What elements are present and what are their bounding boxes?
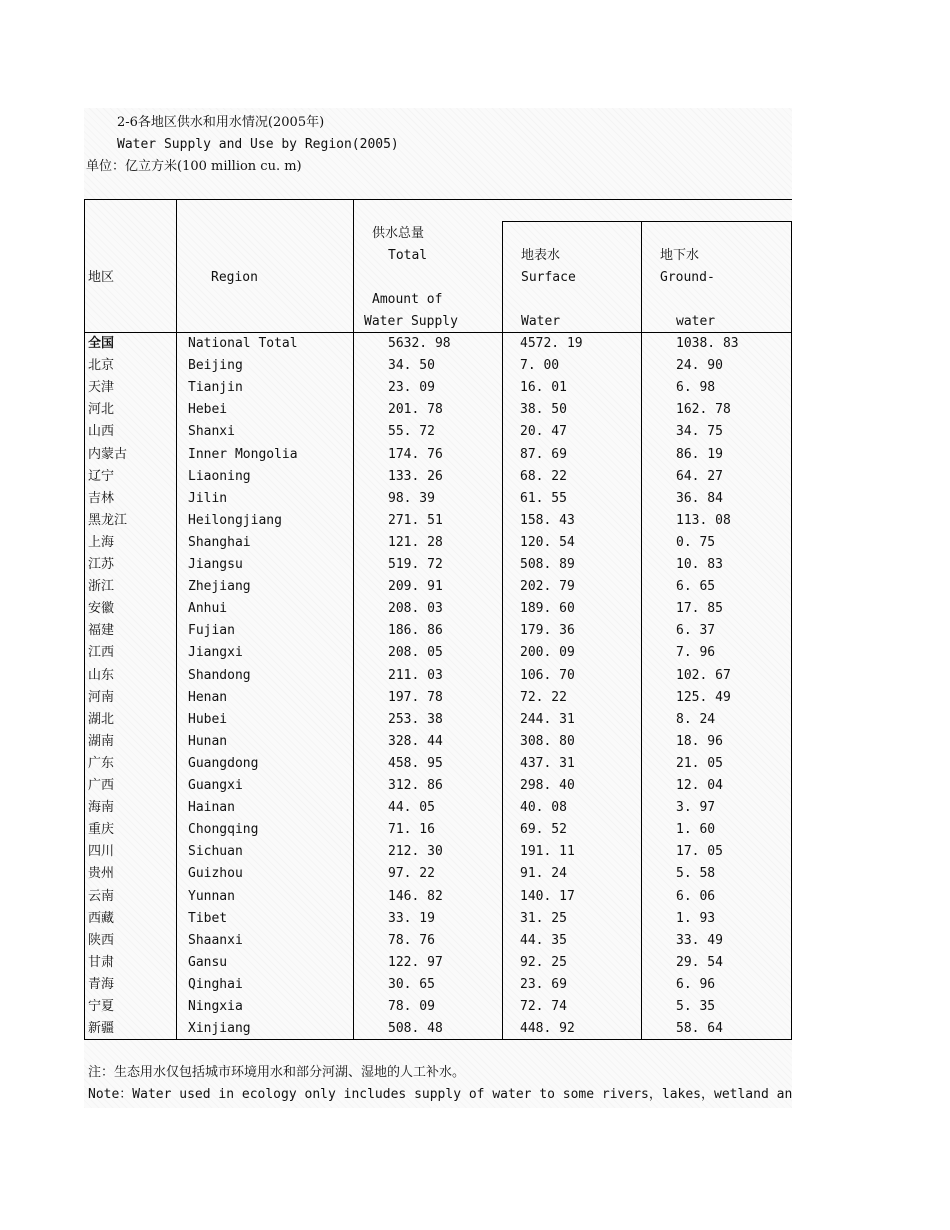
region-cn-cell: 安徽 (88, 601, 115, 617)
region-cn-cell: 甘肃 (88, 954, 115, 970)
ground-cell: 1. 60 (676, 822, 716, 838)
surface-cell: 68. 22 (520, 468, 567, 484)
surface-cell: 61. 55 (520, 490, 567, 506)
region-cn-cell: 广东 (88, 755, 115, 771)
region-en-cell: Liaoning (188, 468, 251, 484)
table-row (84, 421, 792, 443)
table-row (84, 974, 792, 996)
footnote-cn: 注：生态用水仅包括城市环境用水和部分河湖、湿地的人工补水。 (88, 1065, 466, 1080)
surface-cell: 4572. 19 (520, 336, 583, 351)
total-cell: 121. 28 (388, 534, 443, 550)
ground-cell: 17. 05 (676, 844, 723, 860)
region-cn-cell: 湖南 (88, 733, 115, 749)
header-ground-en1: Ground- (660, 270, 715, 285)
surface-cell: 69. 52 (520, 822, 567, 838)
header-region-cn: 地区 (88, 270, 115, 285)
total-cell: 209. 91 (388, 579, 443, 595)
ground-cell: 12. 04 (676, 778, 723, 793)
region-en-cell: Shandong (188, 667, 251, 683)
surface-cell: 23. 69 (520, 976, 567, 992)
region-cn-cell: 上海 (88, 534, 115, 550)
surface-cell: 202. 79 (520, 579, 575, 595)
surface-cell: 120. 54 (520, 534, 575, 550)
total-cell: 23. 09 (388, 380, 435, 396)
total-cell: 98. 39 (388, 490, 435, 506)
surface-cell: 298. 40 (520, 778, 575, 793)
total-cell: 253. 38 (388, 711, 443, 727)
ground-cell: 29. 54 (676, 954, 723, 970)
surface-cell: 179. 36 (520, 623, 575, 639)
region-cn-cell: 新疆 (88, 1021, 115, 1037)
region-cn-cell: 江苏 (88, 557, 115, 572)
region-cn-cell: 全国 (88, 336, 115, 351)
region-en-cell: Tibet (188, 910, 228, 926)
table-row (84, 841, 792, 863)
region-cn-cell: 福建 (88, 623, 115, 639)
region-en-cell: Shanxi (188, 424, 235, 440)
table-row (84, 444, 792, 466)
header-ground-cn: 地下水 (660, 248, 700, 263)
region-en-cell: Inner Mongolia (188, 446, 298, 462)
surface-cell: 31. 25 (520, 910, 567, 926)
region-en-cell: Chongqing (188, 822, 259, 838)
region-en-cell: Sichuan (188, 844, 243, 860)
surface-cell: 244. 31 (520, 711, 575, 727)
table-row (84, 819, 792, 841)
total-cell: 271. 51 (388, 512, 443, 528)
surface-cell: 92. 25 (520, 954, 567, 970)
region-en-cell: Qinghai (188, 976, 243, 992)
total-cell: 78. 09 (388, 999, 435, 1014)
total-cell: 208. 05 (388, 645, 443, 661)
table-row (84, 775, 792, 797)
region-en-cell: Tianjin (188, 380, 243, 396)
table-row (84, 377, 792, 399)
ground-cell: 86. 19 (676, 446, 723, 462)
total-cell: 5632. 98 (388, 336, 451, 351)
total-cell: 97. 22 (388, 866, 435, 882)
table-row (84, 576, 792, 598)
surface-cell: 508. 89 (520, 557, 575, 572)
surface-cell: 448. 92 (520, 1021, 575, 1037)
region-en-cell: Shanghai (188, 534, 251, 550)
region-en-cell: Yunnan (188, 888, 235, 904)
region-cn-cell: 天津 (88, 380, 115, 396)
table-row (84, 886, 792, 908)
unit-label: 单位：亿立方米(100 million cu. m) (86, 159, 302, 174)
ground-cell: 58. 64 (676, 1021, 723, 1037)
table-row (84, 355, 792, 377)
table-row (84, 753, 792, 775)
header-surface-en2: Water (521, 314, 561, 329)
ground-cell: 36. 84 (676, 490, 723, 506)
ground-cell: 0. 75 (676, 534, 716, 550)
region-cn-cell: 云南 (88, 888, 115, 904)
total-cell: 122. 97 (388, 954, 443, 970)
header-surface-cn: 地表水 (521, 248, 561, 263)
surface-cell: 140. 17 (520, 888, 575, 904)
table-title-en: Water Supply and Use by Region(2005) (117, 137, 399, 152)
table-row (84, 952, 792, 974)
ground-cell: 1. 93 (676, 910, 716, 926)
surface-cell: 38. 50 (520, 402, 567, 418)
region-cn-cell: 河南 (88, 689, 115, 705)
total-cell: 211. 03 (388, 667, 443, 683)
region-cn-cell: 重庆 (88, 822, 115, 838)
region-en-cell: Guizhou (188, 866, 243, 882)
header-surface-en1: Surface (521, 270, 576, 285)
total-cell: 71. 16 (388, 822, 435, 838)
region-cn-cell: 黑龙江 (88, 512, 128, 528)
subheader-border (502, 221, 792, 222)
ground-cell: 6. 96 (676, 976, 716, 992)
region-en-cell: Guangxi (188, 778, 243, 793)
total-cell: 55. 72 (388, 424, 435, 440)
surface-cell: 72. 74 (520, 999, 567, 1014)
total-cell: 212. 30 (388, 844, 443, 860)
region-en-cell: Shaanxi (188, 932, 243, 948)
table-row (84, 488, 792, 510)
ground-cell: 21. 05 (676, 755, 723, 771)
ground-cell: 113. 08 (676, 512, 731, 528)
region-cn-cell: 河北 (88, 402, 115, 418)
region-en-cell: Jiangsu (188, 557, 243, 572)
region-cn-cell: 广西 (88, 778, 115, 793)
ground-cell: 5. 58 (676, 866, 716, 882)
total-cell: 34. 50 (388, 358, 435, 374)
total-cell: 146. 82 (388, 888, 443, 904)
ground-cell: 162. 78 (676, 402, 731, 418)
region-cn-cell: 山东 (88, 667, 115, 683)
table-row (84, 665, 792, 687)
region-en-cell: Hubei (188, 711, 228, 727)
surface-cell: 7. 00 (520, 358, 560, 374)
ground-cell: 33. 49 (676, 932, 723, 948)
surface-cell: 40. 08 (520, 800, 567, 816)
footnote-en: Note：Water used in ecology only includes supply of water to some rivers，lakes，wetland an (88, 1087, 792, 1102)
table-top-border (84, 199, 792, 200)
surface-cell: 158. 43 (520, 512, 575, 528)
region-cn-cell: 四川 (88, 844, 115, 860)
table-row (84, 399, 792, 421)
region-cn-cell: 贵州 (88, 866, 115, 882)
total-cell: 33. 19 (388, 910, 435, 926)
region-cn-cell: 宁夏 (88, 999, 115, 1014)
region-en-cell: Anhui (188, 601, 228, 617)
table-row (84, 532, 792, 554)
total-cell: 197. 78 (388, 689, 443, 705)
ground-cell: 7. 96 (676, 645, 716, 661)
total-cell: 208. 03 (388, 601, 443, 617)
region-en-cell: Guangdong (188, 755, 259, 771)
ground-cell: 6. 37 (676, 623, 716, 639)
surface-cell: 191. 11 (520, 844, 575, 860)
total-cell: 44. 05 (388, 800, 435, 816)
table-row (84, 1018, 792, 1040)
region-en-cell: Hebei (188, 402, 228, 418)
header-region-en: Region (211, 270, 258, 285)
surface-cell: 189. 60 (520, 601, 575, 617)
table-row (84, 620, 792, 642)
surface-cell: 87. 69 (520, 446, 567, 462)
table-row (84, 554, 792, 576)
region-en-cell: Jilin (188, 490, 228, 506)
total-cell: 78. 76 (388, 932, 435, 948)
region-cn-cell: 山西 (88, 424, 115, 440)
table-row (84, 908, 792, 930)
total-cell: 328. 44 (388, 733, 443, 749)
total-cell: 508. 48 (388, 1021, 443, 1037)
total-cell: 458. 95 (388, 755, 443, 771)
total-cell: 30. 65 (388, 976, 435, 992)
total-cell: 312. 86 (388, 778, 443, 793)
region-en-cell: Heilongjiang (188, 512, 282, 528)
table-row (84, 709, 792, 731)
region-cn-cell: 青海 (88, 976, 115, 992)
region-en-cell: Beijing (188, 358, 243, 374)
header-total-cn: 供水总量 (372, 226, 425, 241)
region-en-cell: Hainan (188, 800, 235, 816)
region-cn-cell: 西藏 (88, 910, 115, 926)
region-en-cell: Gansu (188, 954, 228, 970)
surface-cell: 106. 70 (520, 667, 575, 683)
region-cn-cell: 辽宁 (88, 468, 115, 484)
ground-cell: 34. 75 (676, 424, 723, 440)
table-row (84, 996, 792, 1018)
ground-cell: 3. 97 (676, 800, 716, 816)
surface-cell: 308. 80 (520, 733, 575, 749)
region-en-cell: Xinjiang (188, 1021, 251, 1037)
region-en-cell: Jiangxi (188, 645, 243, 661)
table-row (84, 510, 792, 532)
region-en-cell: Ningxia (188, 999, 243, 1014)
region-cn-cell: 江西 (88, 645, 115, 661)
header-total-en1: Total (388, 248, 428, 263)
surface-cell: 437. 31 (520, 755, 575, 771)
header-ground-en2: water (676, 314, 716, 329)
surface-cell: 72. 22 (520, 689, 567, 705)
surface-cell: 16. 01 (520, 380, 567, 396)
ground-cell: 6. 98 (676, 380, 716, 396)
region-en-cell: Hunan (188, 733, 228, 749)
total-cell: 519. 72 (388, 557, 443, 572)
table-row (84, 930, 792, 952)
ground-cell: 5. 35 (676, 999, 716, 1014)
ground-cell: 102. 67 (676, 667, 731, 683)
region-cn-cell: 内蒙古 (88, 446, 128, 462)
surface-cell: 44. 35 (520, 932, 567, 948)
header-total-en2: Amount of (372, 292, 443, 307)
region-en-cell: Fujian (188, 623, 235, 639)
ground-cell: 10. 83 (676, 557, 723, 572)
ground-cell: 64. 27 (676, 468, 723, 484)
region-cn-cell: 海南 (88, 800, 115, 816)
ground-cell: 8. 24 (676, 711, 716, 727)
region-cn-cell: 湖北 (88, 711, 115, 727)
region-en-cell: Henan (188, 689, 228, 705)
region-cn-cell: 吉林 (88, 490, 115, 506)
region-cn-cell: 北京 (88, 358, 115, 374)
surface-cell: 20. 47 (520, 424, 567, 440)
table-row (84, 863, 792, 885)
ground-cell: 125. 49 (676, 689, 731, 705)
ground-cell: 1038. 83 (676, 336, 739, 351)
ground-cell: 24. 90 (676, 358, 723, 374)
table-row (84, 687, 792, 709)
total-cell: 201. 78 (388, 402, 443, 418)
ground-cell: 17. 85 (676, 601, 723, 617)
table-title-cn: 2-6各地区供水和用水情况(2005年) (117, 115, 325, 130)
surface-cell: 91. 24 (520, 866, 567, 882)
table-row (84, 333, 792, 355)
region-cn-cell: 浙江 (88, 579, 115, 595)
region-en-cell: National Total (188, 336, 298, 351)
table-row (84, 466, 792, 488)
table-row (84, 598, 792, 620)
ground-cell: 6. 65 (676, 579, 716, 595)
ground-cell: 18. 96 (676, 733, 723, 749)
region-cn-cell: 陕西 (88, 932, 115, 948)
ground-cell: 6. 06 (676, 888, 716, 904)
table-row (84, 731, 792, 753)
region-en-cell: Zhejiang (188, 579, 251, 595)
total-cell: 133. 26 (388, 468, 443, 484)
header-total-en3: Water Supply (364, 314, 458, 329)
table-row (84, 642, 792, 664)
total-cell: 174. 76 (388, 446, 443, 462)
surface-cell: 200. 09 (520, 645, 575, 661)
table-row (84, 797, 792, 819)
total-cell: 186. 86 (388, 623, 443, 639)
